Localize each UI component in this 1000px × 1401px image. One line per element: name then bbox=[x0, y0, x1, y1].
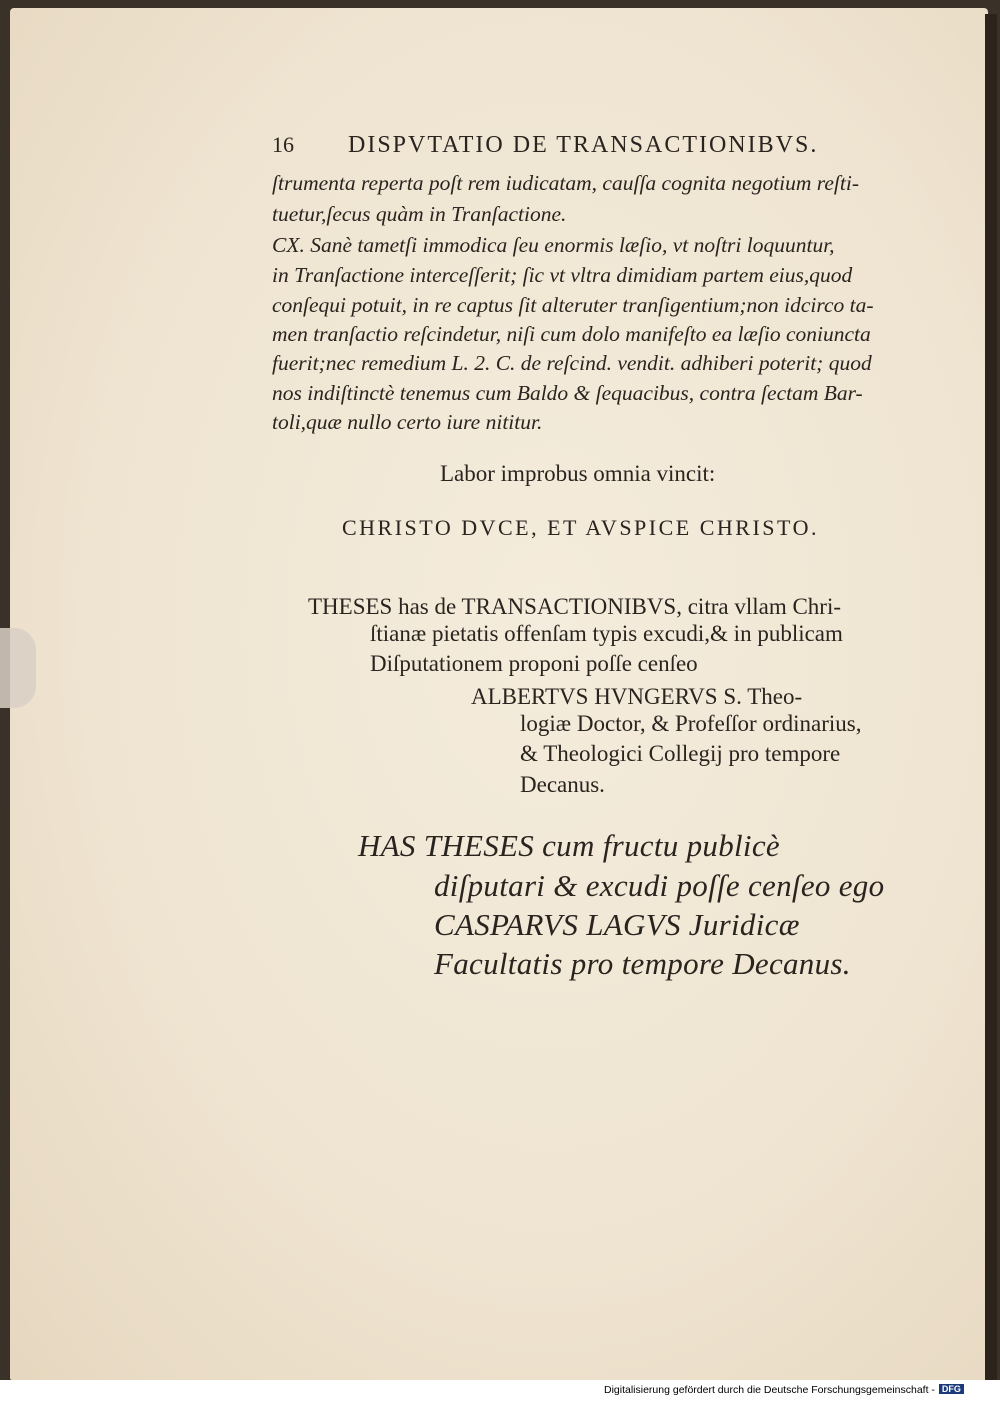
approval-theology-line-2: ſtianæ pietatis offenſam typis excudi,& in publicam bbox=[370, 621, 843, 646]
dfg-logo: DFG bbox=[939, 1384, 964, 1394]
signatory-hungerus-line-1: ALBERTVS HVNGERVS S. Theo- bbox=[471, 684, 803, 709]
approval-law-line-3: CASPARVS LAGVS Juridicæ bbox=[434, 907, 800, 942]
body-line-7: fuerit;nec remedium L. 2. C. de reſcind. vendit. adhiberi poterit; quod bbox=[272, 351, 872, 375]
motto: Labor improbus omnia vincit: bbox=[440, 461, 716, 486]
body-line-5: conſequi potuit, in re captus ſit alteruter tranſigentium;non idcirco ta- bbox=[272, 293, 874, 317]
signatory-hungerus-line-3: & Theologici Collegij pro tempore bbox=[520, 741, 841, 766]
running-head bbox=[272, 132, 818, 159]
approval-law-line-2: diſputari & excudi poſſe cenſeo ego bbox=[434, 868, 885, 903]
body-line-2: tuetur,ſecus quàm in Tranſactione. bbox=[272, 202, 567, 226]
footer-credit-text: Digitalisierung gefördert durch die Deutsche Forschungsgemeinschaft - bbox=[604, 1384, 935, 1396]
page-number: 16 bbox=[272, 132, 294, 157]
body-line-8: nos indiſtinctè tenemus cum Baldo & ſequacibus, contra ſectam Bar- bbox=[272, 381, 863, 405]
body-line-1: ſtrumenta reperta poſt rem iudicatam, cauſſa cognita negotium reſti- bbox=[272, 171, 859, 195]
approval-law-line-1: HAS THESES cum fructu publicè bbox=[358, 828, 780, 863]
body-line-3: CX. Sanè tametſi immodica ſeu enormis læſio, vt noſtri loquuntur, bbox=[272, 233, 835, 257]
running-head-title: DISPVTATIO DE TRANSACTIONIBVS. bbox=[348, 132, 819, 158]
footer-credit bbox=[604, 1384, 964, 1396]
signatory-hungerus-line-4: Decanus. bbox=[520, 772, 605, 797]
invocation: CHRISTO DVCE, ET AVSPICE CHRISTO. bbox=[342, 515, 819, 540]
body-line-9: toli,quæ nullo certo iure nititur. bbox=[272, 410, 543, 434]
approval-theology-line-3: Diſputationem proponi poſſe cenſeo bbox=[370, 651, 698, 676]
approval-theology-line-1: THESES has de TRANSACTIONIBVS, citra vllam Chri- bbox=[308, 594, 842, 619]
page-edge bbox=[985, 14, 997, 1380]
page-tab-marker bbox=[0, 628, 36, 708]
approval-law-line-4: Facultatis pro tempore Decanus. bbox=[434, 946, 851, 981]
body-line-6: men tranſactio reſcindetur, niſi cum dolo manifeſto ea læſio coniuncta bbox=[272, 322, 871, 346]
signatory-hungerus-line-2: logiæ Doctor, & Profeſſor ordinarius, bbox=[520, 711, 862, 736]
body-line-4: in Tranſactione interceſſerit; ſic vt vltra dimidiam partem eius,quod bbox=[272, 263, 853, 287]
